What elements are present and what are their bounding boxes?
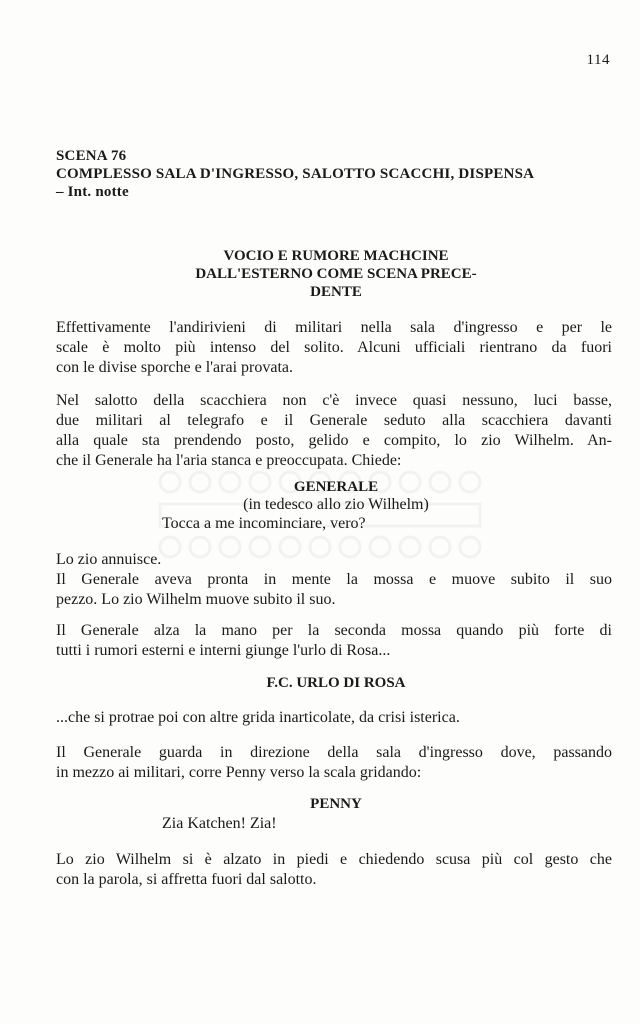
- sound-cue-vocio: [56, 247, 616, 301]
- scene-title: SCENA 76: [56, 148, 127, 164]
- paragraph-line: ...che si protrae poi con altre grida inarticolate, da crisi isterica.: [56, 709, 460, 726]
- paragraph-seconda-mossa: [56, 621, 612, 661]
- page-number: 114: [586, 52, 610, 68]
- paragraph-line: Lo zio Wilhelm si è alzato in piedi e chiedendo scusa più col gesto che: [56, 851, 612, 868]
- paragraph-salotto: [56, 391, 612, 471]
- paragraph-grida: [56, 708, 612, 728]
- paragraph-line: Lo zio annuisce.: [56, 551, 162, 568]
- paragraph-line: Il Generale guarda in direzione della sala d'ingresso dove, passando: [56, 744, 612, 761]
- paragraph-penny: [56, 743, 612, 783]
- paragraph-annuisce: [56, 550, 612, 610]
- character-name-penny: PENNY: [310, 796, 362, 812]
- paragraph-line: Effettivamente l'andirivieni di militari nella sala d'ingresso e per le: [56, 319, 612, 336]
- scene-heading: [56, 147, 616, 201]
- paragraph-line: due militari al telegrafo e il Generale seduto alla scacchiera davanti: [56, 412, 612, 429]
- sound-cue-line: VOCIO E RUMORE MACHCINE: [223, 248, 449, 264]
- sound-cue-line: DENTE: [310, 284, 362, 300]
- paragraph-line: Il Generale aveva pronta in mente la mossa e muove subito il suo: [56, 571, 612, 588]
- sound-cue-line: DALL'ESTERNO COME SCENA PRECE-: [195, 266, 477, 282]
- paragraph-line: in mezzo ai militari, corre Penny verso la scala gridando:: [56, 764, 422, 781]
- dialogue-line-generale: Tocca a me incominciare, vero?: [162, 515, 366, 532]
- paragraph-wilhelm-esce: [56, 850, 612, 890]
- paragraph-line: Il Generale alza la mano per la seconda mossa quando più forte di: [56, 622, 612, 639]
- paragraph-line: tutti i rumori esterni e interni giunge l'urlo di Rosa...: [56, 642, 391, 659]
- paragraph-line: pezzo. Lo zio Wilhelm muove subito il suo.: [56, 591, 336, 608]
- scene-time: – Int. notte: [56, 184, 129, 200]
- paragraph-line: con la parola, si affretta fuori dal salotto.: [56, 871, 317, 888]
- sound-cue-urlo: F.C. URLO DI ROSA: [266, 675, 406, 691]
- character-name-generale: GENERALE: [293, 479, 379, 495]
- scene-location: COMPLESSO SALA D'INGRESSO, SALOTTO SCACCHI, DISPENSA: [56, 166, 535, 182]
- paragraph-andirivieni: [56, 318, 612, 378]
- paragraph-line: scale è molto più intenso del solito. Alcuni ufficiali rientrano da fuori: [56, 339, 612, 356]
- paragraph-line: Nel salotto della scacchiera non c'è invece quasi nessuno, luci basse,: [56, 392, 612, 409]
- paragraph-line: che il Generale ha l'aria stanca e preoccupata. Chiede:: [56, 452, 402, 469]
- dialogue-line-penny: Zia Katchen! Zia!: [162, 815, 277, 832]
- paragraph-line: con le divise sporche e l'arai provata.: [56, 359, 294, 376]
- paragraph-line: alla quale sta prendendo posto, gelido e compito, lo zio Wilhelm. An-: [56, 432, 612, 449]
- parenthetical: (in tedesco allo zio Wilhelm): [243, 496, 429, 513]
